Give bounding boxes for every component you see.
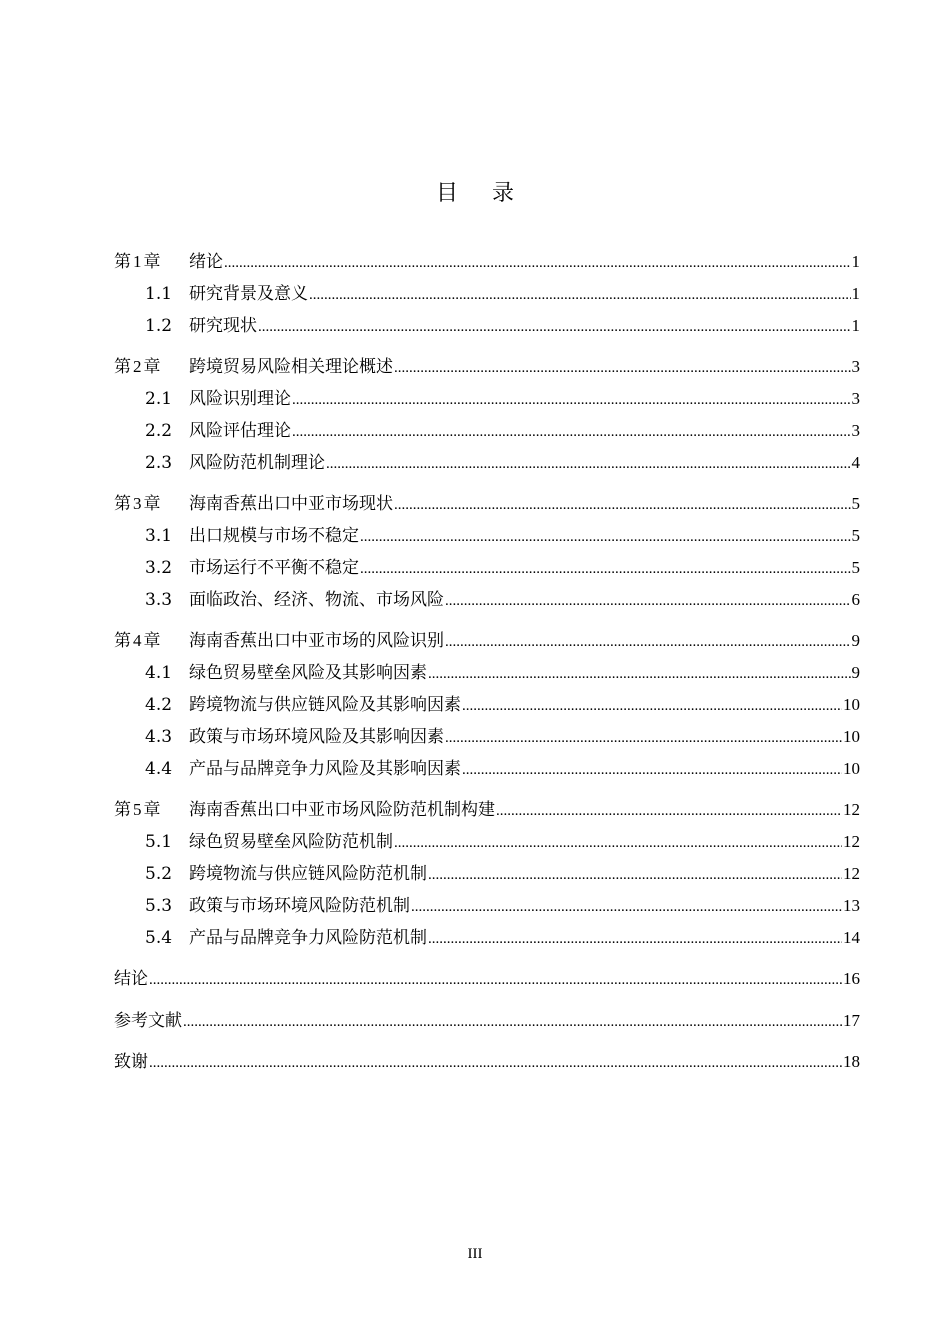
toc-section-entry[interactable] (145, 757, 860, 781)
toc-section-entry[interactable] (145, 588, 860, 612)
toc-entry-page: 1 (851, 252, 860, 271)
toc-entry-label: 海南香蕉出口中亚市场的风险识别 (189, 631, 444, 651)
toc-section-entry[interactable] (145, 419, 860, 443)
toc-dot-leader (394, 831, 842, 855)
toc-entry-label: 绪论 (189, 252, 223, 272)
toc-section-entry[interactable] (145, 282, 860, 306)
chapter-prefix: 第 (114, 252, 131, 272)
toc-entry-label: 研究背景及意义 (189, 284, 308, 304)
toc-entry-label: 出口规模与市场不稳定 (189, 526, 359, 546)
toc-entry-page: 1 (851, 284, 860, 303)
toc-dot-leader (183, 1010, 842, 1034)
toc-entry-label: 政策与市场环境风险及其影响因素 (189, 727, 444, 747)
toc-section-entry[interactable] (145, 894, 860, 918)
chapter-suffix: 章 (143, 357, 161, 377)
toc-dot-leader (309, 283, 851, 307)
toc-entry-number (114, 629, 189, 653)
chapter-prefix: 第 (114, 357, 131, 377)
toc-entry-number: 2.1 (145, 389, 173, 409)
toc-entry-number: 4.3 (145, 727, 173, 747)
toc-entry-number: 3.3 (145, 590, 173, 610)
chapter-suffix: 章 (143, 494, 161, 514)
chapter-suffix: 章 (143, 252, 161, 272)
toc-entry-label: 风险识别理论 (189, 389, 291, 409)
chapter-prefix: 第 (114, 494, 131, 514)
toc-entry-number: 2.3 (145, 453, 173, 473)
toc-entry-label: 跨境物流与供应链风险及其影响因素 (189, 695, 461, 715)
toc-dot-leader (445, 589, 851, 613)
chapter-prefix: 第 (114, 800, 131, 820)
toc-chapter-entry[interactable] (114, 1009, 860, 1033)
toc-entry-number: 3.1 (145, 526, 173, 546)
toc-dot-leader (428, 662, 851, 686)
chapter-prefix: 第 (114, 631, 131, 651)
toc-entry-page: 3 (851, 357, 860, 376)
toc-entry-number: 4.2 (145, 695, 173, 715)
chapter-suffix: 章 (143, 800, 161, 820)
toc-section-entry[interactable] (145, 830, 860, 854)
toc-entry-page: 12 (843, 864, 860, 883)
toc-entry-page: 3 (851, 421, 860, 440)
toc-section-entry[interactable] (145, 862, 860, 886)
toc-dot-leader (445, 630, 851, 654)
toc-dot-leader (462, 758, 842, 782)
toc-dot-leader (258, 315, 851, 339)
toc-dot-leader (411, 895, 842, 919)
toc-entry-page: 10 (843, 727, 860, 746)
toc-entry-page: 12 (843, 832, 860, 851)
toc-entry-label: 海南香蕉出口中亚市场风险防范机制构建 (189, 800, 495, 820)
toc-entry-number: 1.2 (145, 316, 173, 336)
toc-dot-leader (428, 927, 842, 951)
toc-entry-number: 5.2 (145, 864, 173, 884)
toc-dot-leader (394, 356, 851, 380)
toc-entry-number (114, 492, 189, 516)
toc-entry-label: 海南香蕉出口中亚市场现状 (189, 494, 393, 514)
toc-entry-page: 14 (843, 928, 860, 947)
toc-entry-label: 跨境物流与供应链风险防范机制 (189, 864, 427, 884)
toc-dot-leader (149, 1051, 842, 1075)
toc-dot-leader (445, 726, 842, 750)
toc-entry-page: 4 (851, 453, 860, 472)
toc-chapter-entry[interactable] (114, 355, 860, 379)
toc-entry-label: 研究现状 (189, 316, 257, 336)
toc-dot-leader (149, 968, 842, 992)
toc-entry-number: 3.2 (145, 558, 173, 578)
toc-chapter-entry[interactable] (114, 1050, 860, 1074)
toc-entry-number (114, 355, 189, 379)
toc-dot-leader (224, 251, 851, 275)
toc-entry-label: 绿色贸易壁垒风险及其影响因素 (189, 663, 427, 683)
toc-entry-page: 16 (843, 969, 860, 988)
toc-entry-label: 面临政治、经济、物流、市场风险 (189, 590, 444, 610)
toc-entry-page: 18 (843, 1052, 860, 1071)
toc-entry-number: 5.4 (145, 928, 173, 948)
toc-section-entry[interactable] (145, 451, 860, 475)
toc-section-entry[interactable] (145, 387, 860, 411)
toc-entry-number: 4.4 (145, 759, 173, 779)
toc-entry-number: 1.1 (145, 284, 173, 304)
toc-entry-page: 3 (851, 389, 860, 408)
toc-entry-label: 跨境贸易风险相关理论概述 (189, 357, 393, 377)
toc-entry-label: 参考文献 (114, 1011, 182, 1031)
page-title: 目录 (435, 181, 548, 206)
toc-entry-page: 1 (851, 316, 860, 335)
toc-entry-page: 5 (851, 494, 860, 513)
toc-entry-page: 17 (843, 1011, 860, 1030)
toc-chapter-entry[interactable] (114, 492, 860, 516)
toc-entry-number (114, 798, 189, 822)
toc-entry-label: 产品与品牌竞争力风险及其影响因素 (189, 759, 461, 779)
toc-section-entry[interactable] (145, 314, 860, 338)
toc-section-entry[interactable] (145, 556, 860, 580)
toc-entry-label: 风险防范机制理论 (189, 453, 325, 473)
toc-dot-leader (496, 799, 842, 823)
toc-section-entry[interactable] (145, 693, 860, 717)
toc-entry-number: 4.1 (145, 663, 173, 683)
toc-chapter-entry[interactable] (114, 250, 860, 274)
toc-dot-leader (428, 863, 842, 887)
toc-dot-leader (360, 525, 851, 549)
toc-dot-leader (326, 452, 851, 476)
footer-page-number: III (467, 1246, 483, 1262)
toc-entry-page: 10 (843, 695, 860, 714)
toc-entry-page: 6 (851, 590, 860, 609)
toc-dot-leader (360, 557, 851, 581)
toc-entry-number (114, 250, 189, 274)
chapter-number: 2 (133, 357, 142, 376)
toc-entry-page: 12 (843, 800, 860, 819)
toc-entry-label: 结论 (114, 969, 148, 989)
chapter-number: 1 (133, 252, 142, 271)
toc-chapter-entry[interactable] (114, 967, 860, 991)
chapter-number: 4 (133, 631, 142, 650)
toc-entry-page: 5 (851, 558, 860, 577)
toc-chapter-entry[interactable] (114, 798, 860, 822)
chapter-number: 3 (133, 494, 142, 513)
toc-entry-number: 5.3 (145, 896, 173, 916)
toc-entry-label: 绿色贸易壁垒风险防范机制 (189, 832, 393, 852)
toc-entry-label: 市场运行不平衡不稳定 (189, 558, 359, 578)
toc-section-entry[interactable] (145, 725, 860, 749)
toc-section-entry[interactable] (145, 926, 860, 950)
toc-dot-leader (394, 493, 851, 517)
toc-dot-leader (462, 694, 842, 718)
toc-entry-number: 5.1 (145, 832, 173, 852)
toc-entry-page: 9 (851, 663, 860, 682)
toc-entry-page: 13 (843, 896, 860, 915)
toc-entry-page: 5 (851, 526, 860, 545)
toc-entry-label: 风险评估理论 (189, 421, 291, 441)
toc-dot-leader (292, 388, 851, 412)
toc-chapter-entry[interactable] (114, 629, 860, 653)
toc-section-entry[interactable] (145, 524, 860, 548)
toc-entry-label: 政策与市场环境风险防范机制 (189, 896, 410, 916)
toc-entry-label: 产品与品牌竞争力风险防范机制 (189, 928, 427, 948)
chapter-suffix: 章 (143, 631, 161, 651)
chapter-number: 5 (133, 800, 142, 819)
toc-entry-label: 致谢 (114, 1052, 148, 1072)
toc-section-entry[interactable] (145, 661, 860, 685)
toc-entry-page: 9 (851, 631, 860, 650)
toc-entry-page: 10 (843, 759, 860, 778)
toc-dot-leader (292, 420, 851, 444)
toc-entry-number: 2.2 (145, 421, 173, 441)
